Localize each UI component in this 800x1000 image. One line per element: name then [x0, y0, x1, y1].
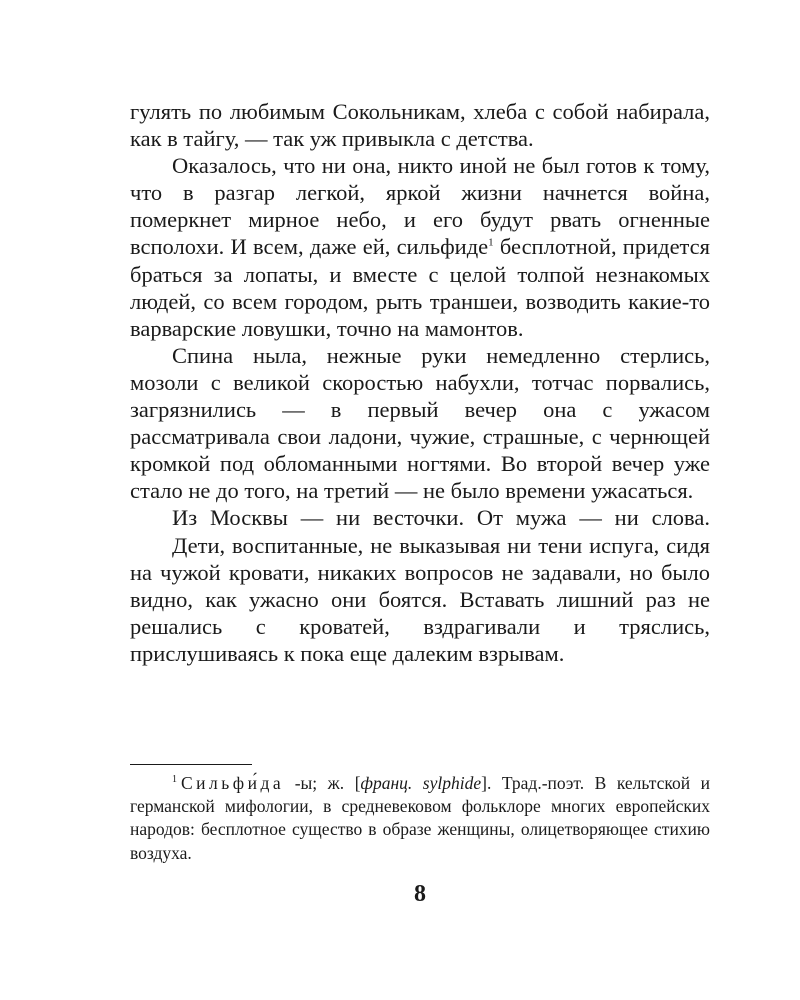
paragraph-4 [130, 504, 710, 531]
footnote-divider [130, 764, 252, 765]
footnote-marker: 1 [172, 774, 177, 786]
paragraph-3-text: Спина ныла, нежные руки немедленно стерлись, мозоли с великой скоростью набухли, тотчас порвались, загрязнились — в первый вечер она с ужасом рассматривала свои ладони, чужие, страшные, с чернющей кромкой под обломанными ногтями. Во второй вечер уже стало не до того, на третий — не было времени ужасаться. [130, 342, 710, 504]
footnotes [130, 772, 710, 865]
footnote-grammar: -ы; ж. [ [294, 773, 361, 793]
footnote-1 [130, 772, 710, 865]
paragraph-2-text-b: бесплотной, придется браться за лопаты, и вместе с целой толпой незнакомых людей, со всем городом, рыть траншеи, возводить какие-то варварские ловушки, точно на мамонтов. [130, 234, 710, 341]
paragraph-1-text: гулять по любимым Сокольникам, хлеба с собой набирала, как в тайгу, — так уж привыкла с детства. [130, 99, 710, 152]
footnote-reference: 1 [488, 236, 494, 249]
footnote-definition: ]. Трад.-поэт. В кельтской и германской мифологии, в средневековом фольклоре многих европейских народов: бесплотное существо в образе женщины, олицетворяющее стихию воздуха. [130, 773, 710, 863]
paragraph-1 [130, 98, 710, 152]
paragraph-2 [130, 152, 710, 342]
paragraph-5-text: Дети, воспитанные, не выказывая ни тени испуга, сидя на чужой кровати, никаких вопросов не задавали, но было видно, как ужасно они боятся. Вставать лишний раз не решались с кроватей, вздрагивали и тряслись, прислушиваясь к пока еще далеким взрывам. [130, 532, 710, 666]
paragraph-4-text: Из Москвы — ни весточки. От мужа — ни слова. [172, 505, 710, 531]
main-text [130, 98, 710, 667]
paragraph-2-text-a: Оказалось, что ни она, никто иной не был готов к тому, что в разгар легкой, яркой жизни начнется война, померкнет мирное небо, и его будут рвать огненные всполохи. И всем, даже ей, сильфиде [130, 153, 710, 260]
paragraph-5 [130, 532, 710, 667]
page-number: 8 [414, 881, 426, 907]
footnote-source: франц. sylphide [360, 773, 482, 793]
paragraph-3 [130, 342, 710, 505]
footnote-headword: Сильфи́да [181, 773, 285, 793]
